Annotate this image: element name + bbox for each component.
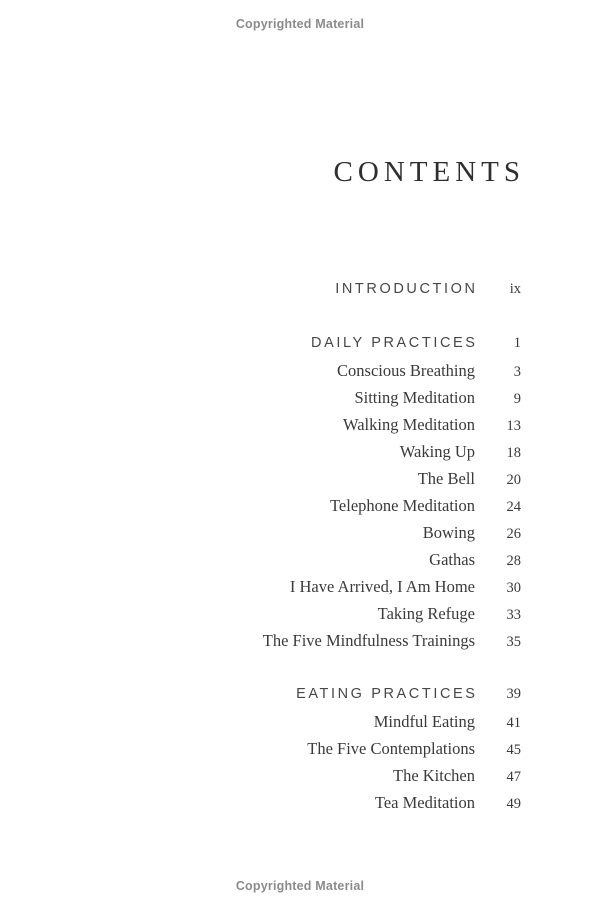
toc-entry (40, 357, 521, 384)
toc-page-number: 47 (506, 769, 521, 785)
toc-entry-title: Conscious Breathing (337, 361, 475, 380)
toc-entry-title: Tea Meditation (374, 793, 475, 812)
toc-entry-title: Taking Refuge (377, 604, 475, 623)
toc-entry-title: The Kitchen (392, 766, 475, 785)
toc-entry-title: The Bell (417, 469, 475, 488)
toc-entry (40, 600, 521, 627)
toc-page-number: 26 (506, 526, 521, 542)
toc-page-number: 3 (513, 364, 521, 380)
toc-page-number: 41 (506, 715, 521, 731)
toc-entry-title: Waking Up (399, 442, 475, 461)
toc-entry-title: Bowing (422, 523, 475, 542)
toc-page-number: 30 (506, 580, 521, 596)
toc-introduction-row (40, 276, 521, 303)
toc-section-heading (40, 330, 521, 357)
toc-entry (40, 465, 521, 492)
toc-page-number: 33 (506, 607, 521, 623)
page-title: CONTENTS (333, 156, 525, 188)
toc-heading-label: EATING PRACTICES (296, 686, 478, 702)
toc-entry-title: I Have Arrived, I Am Home (289, 577, 475, 596)
toc-entry-title: The Five Mindfulness Trainings (262, 631, 475, 650)
toc-heading-label: INTRODUCTION (335, 281, 478, 297)
table-of-contents (40, 276, 521, 816)
toc-page-number: 39 (506, 686, 521, 702)
toc-entry (40, 519, 521, 546)
toc-entry-title: Sitting Meditation (354, 388, 475, 407)
section-spacer (40, 654, 521, 681)
toc-section-heading (40, 681, 521, 708)
toc-page-number: 20 (506, 472, 521, 488)
toc-entry (40, 735, 521, 762)
toc-entry-title: Gathas (429, 550, 475, 569)
toc-page-number: 13 (506, 418, 521, 434)
toc-page-number: 9 (513, 391, 521, 407)
toc-page-number: 35 (506, 634, 521, 650)
toc-entry (40, 708, 521, 735)
toc-entry (40, 762, 521, 789)
toc-entry-title: Walking Meditation (342, 415, 475, 434)
section-spacer (40, 303, 521, 330)
toc-entry (40, 492, 521, 519)
toc-entry (40, 627, 521, 654)
toc-page-number: 18 (506, 445, 521, 461)
toc-page-number: 45 (506, 742, 521, 758)
toc-entry (40, 384, 521, 411)
toc-page-number: 49 (506, 796, 521, 812)
toc-entry (40, 411, 521, 438)
toc-page-number: 1 (513, 335, 521, 351)
copyright-banner-bottom: Copyrighted Material (235, 879, 365, 893)
toc-page-number: 28 (506, 553, 521, 569)
toc-page-number: ix (509, 281, 521, 297)
toc-entry (40, 546, 521, 573)
toc-page-number: 24 (506, 499, 521, 515)
toc-heading-label: DAILY PRACTICES (311, 335, 478, 351)
toc-entry (40, 789, 521, 816)
toc-entry-title: Mindful Eating (373, 712, 475, 731)
copyright-banner-top: Copyrighted Material (235, 17, 365, 31)
toc-entry-title: The Five Contemplations (307, 739, 475, 758)
toc-entry (40, 573, 521, 600)
toc-entry-title: Telephone Meditation (329, 496, 475, 515)
toc-entry (40, 438, 521, 465)
